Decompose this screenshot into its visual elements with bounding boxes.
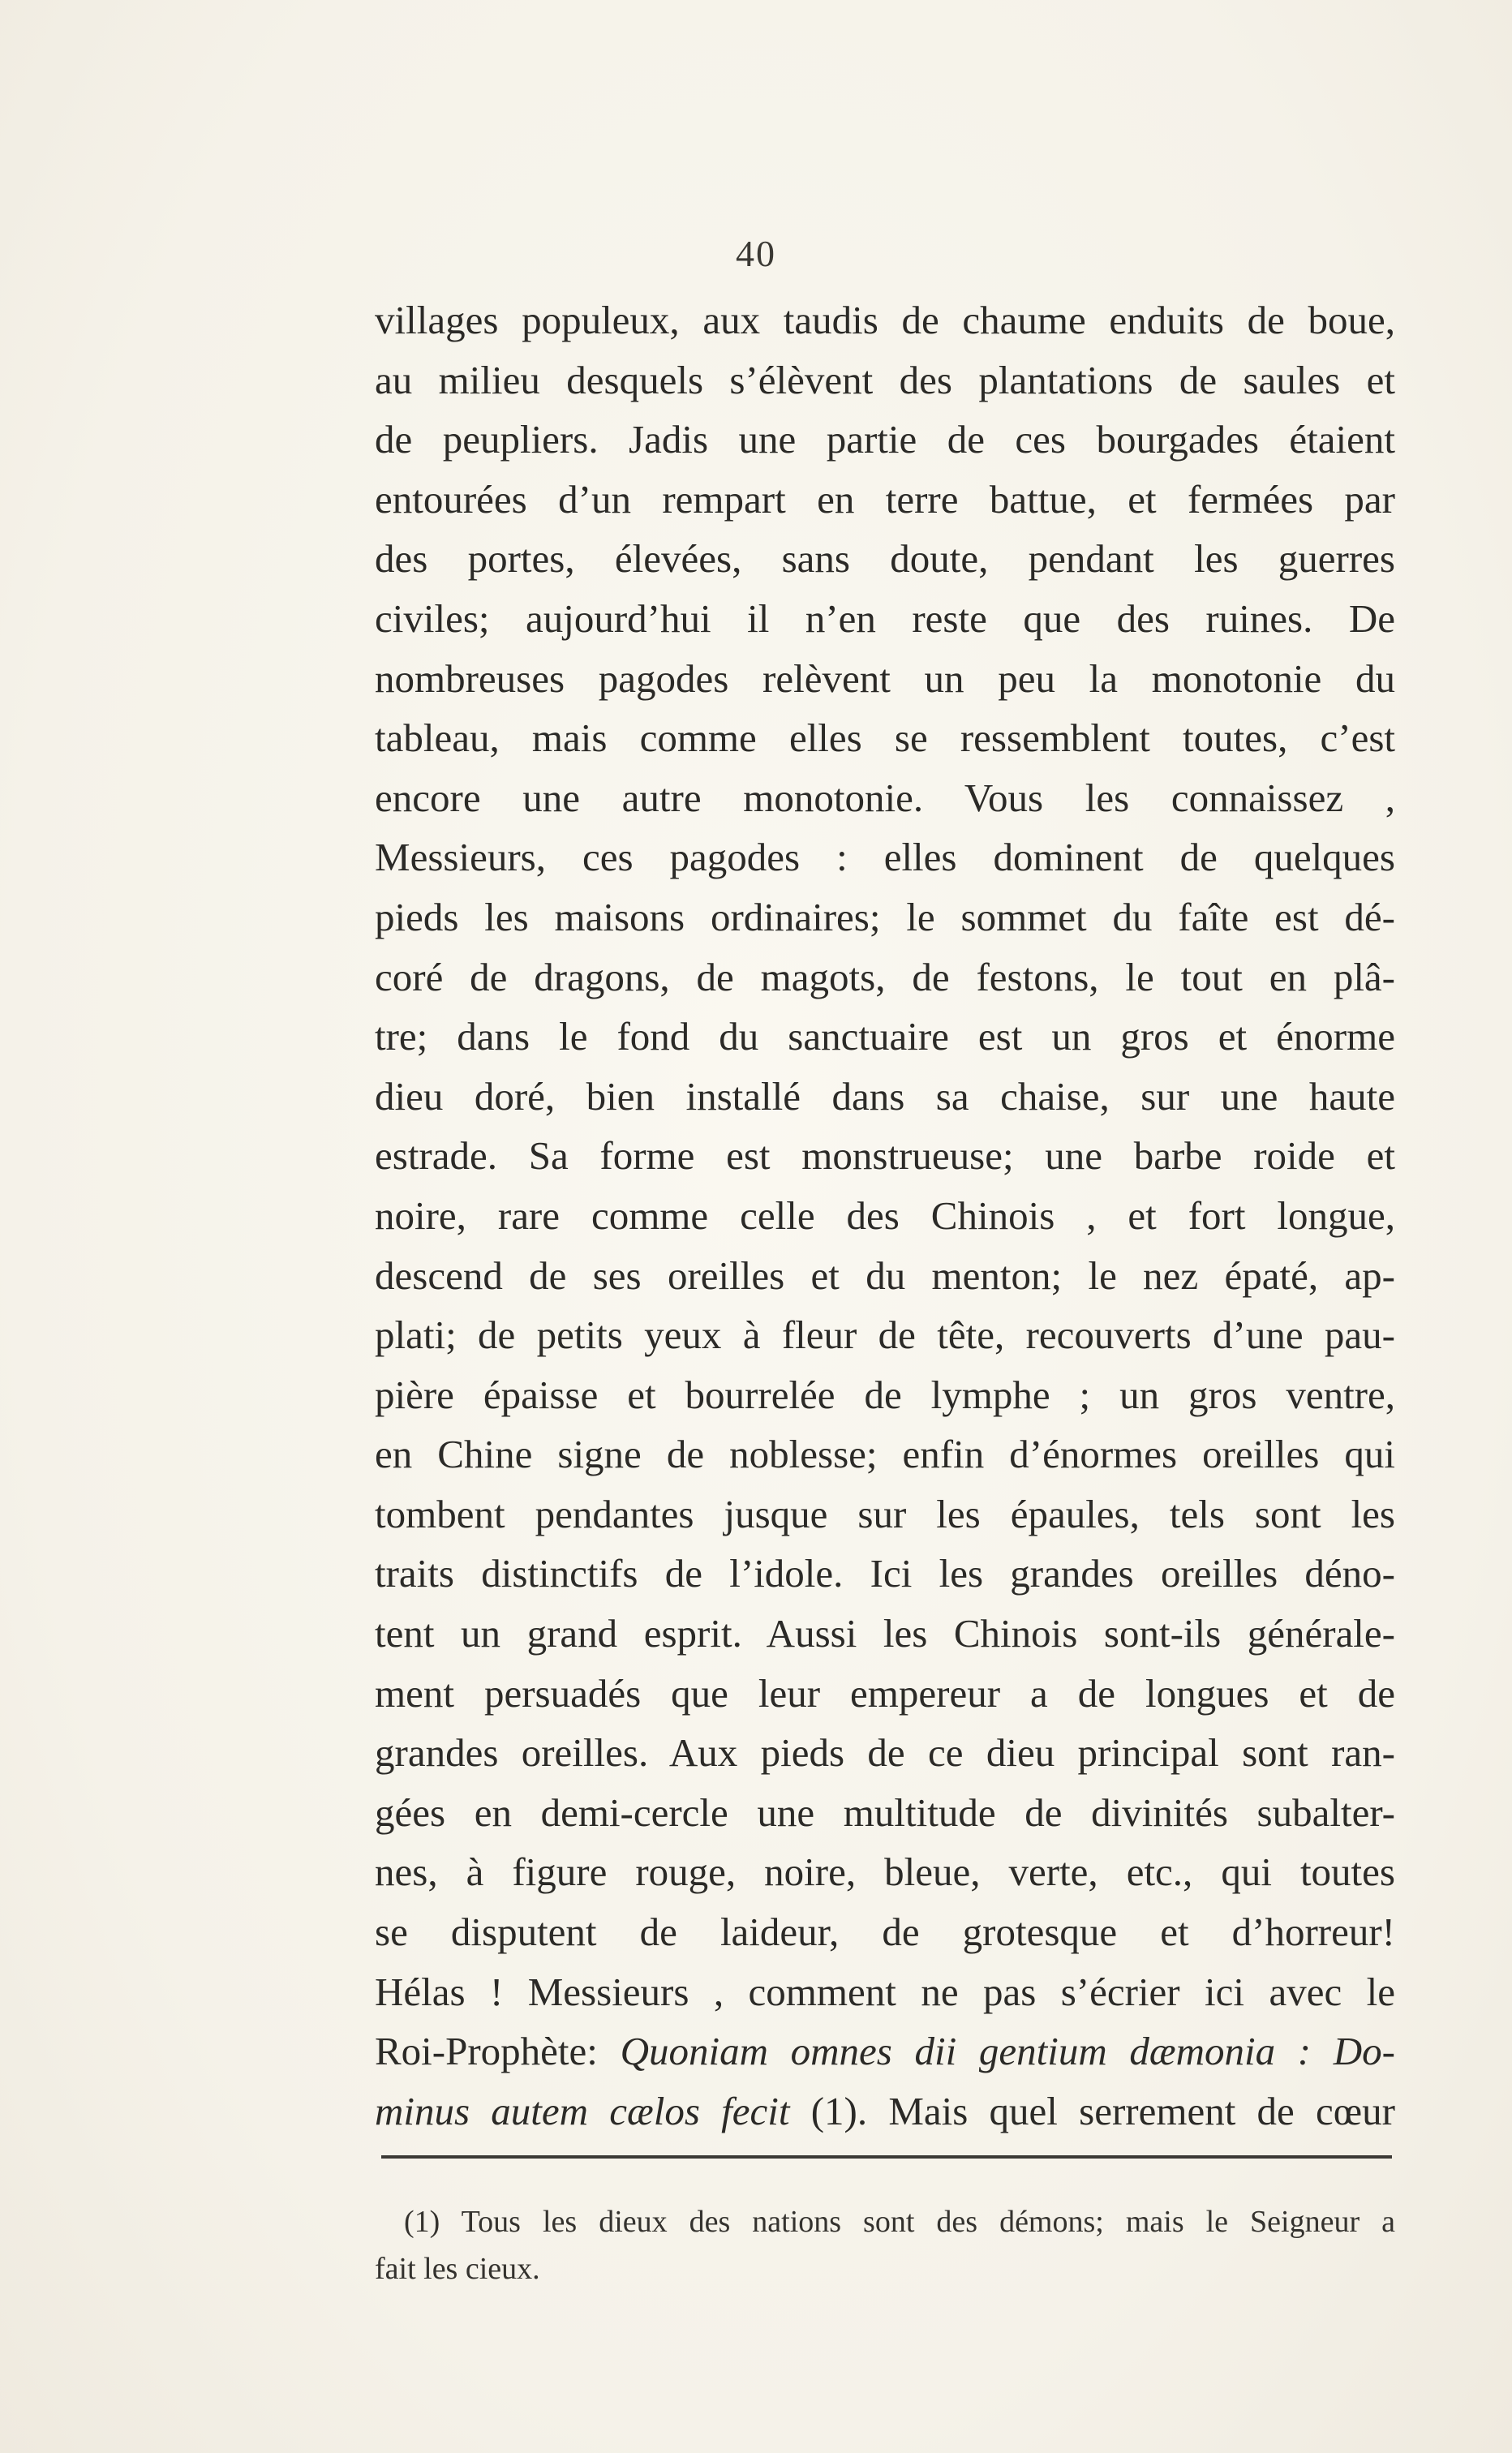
text-line: pière épaisse et bourrelée de lymphe ; un gros ventre, — [375, 1372, 1395, 1417]
text-line: dieu doré, bien installé dans sa chaise, sur une haute — [375, 1073, 1395, 1119]
latin-quotation: minus autem cælos fecit — [375, 2088, 790, 2133]
footnote — [375, 2198, 1395, 2292]
footnote-line: fait les cieux. — [375, 2252, 540, 2286]
text-line: de peupliers. Jadis une partie de ces bourgades étaient — [375, 417, 1395, 462]
text-line: estrade. Sa forme est monstrueuse; une barbe roide et — [375, 1133, 1395, 1179]
text-line: encore une autre monotonie. Vous les connaissez , — [375, 775, 1395, 820]
text-line: au milieu desquels s’élèvent des plantations de saules et — [375, 357, 1395, 402]
text-line: civiles; aujourd’hui il n’en reste que des ruines. De — [375, 595, 1395, 641]
text-line: grandes oreilles. Aux pieds de ce dieu principal sont ran- — [375, 1730, 1395, 1776]
page-number: 40 — [736, 233, 776, 274]
text-line: des portes, élevées, sans doute, pendant les guerres — [375, 536, 1395, 582]
text-segment: Roi-Prophète: — [375, 2029, 621, 2074]
text-line: descend de ses oreilles et du menton; le nez épaté, ap- — [375, 1252, 1395, 1298]
text-line: nombreuses pagodes relèvent un peu la monotonie du — [375, 655, 1395, 701]
text-line: tent un grand esprit. Aussi les Chinois sont-ils générale- — [375, 1611, 1395, 1656]
text-line: se disputent de laideur, de grotesque et d’horreur! — [375, 1910, 1395, 1955]
text-line: ment persuadés que leur empereur a de longues et de — [375, 1670, 1395, 1716]
text-line-quotation — [375, 2021, 1395, 2081]
text-line: noire, rare comme celle des Chinois , et fort longue, — [375, 1192, 1395, 1238]
footnote-divider — [381, 2155, 1392, 2159]
text-line: Hélas ! Messieurs , comment ne pas s’écrier ici avec le — [375, 1969, 1395, 2014]
text-line: traits distinctifs de l’idole. Ici les grandes oreilles déno- — [375, 1551, 1395, 1596]
latin-quotation: Quoniam omnes dii gentium dæmonia : Do- — [620, 2029, 1395, 2074]
text-segment: (1). Mais quel serrement de cœur — [789, 2088, 1395, 2133]
text-line-quotation-end — [375, 2081, 1395, 2142]
text-line: gées en demi-cercle une multitude de divinités subalter- — [375, 1789, 1395, 1835]
text-line: plati; de petits yeux à fleur de tête, recouverts d’une pau- — [375, 1312, 1395, 1358]
body-text — [375, 290, 1395, 2141]
text-line: en Chine signe de noblesse; enfin d’énormes oreilles qui — [375, 1432, 1395, 1477]
text-line: pieds les maisons ordinaires; le sommet du faîte est dé- — [375, 894, 1395, 939]
text-line: entourées d’un rempart en terre battue, et fermées par — [375, 476, 1395, 522]
text-line: coré de dragons, de magots, de festons, le tout en plâ- — [375, 954, 1395, 999]
text-line: villages populeux, aux taudis de chaume enduits de boue, — [375, 298, 1395, 342]
text-line: tableau, mais comme elles se ressemblent toutes, c’est — [375, 715, 1395, 761]
text-line: tombent pendantes jusque sur les épaules, tels sont les — [375, 1491, 1395, 1536]
footnote-line: (1) Tous les dieux des nations sont des démons; mais le Seigneur a — [404, 2205, 1395, 2239]
text-line: nes, à figure rouge, noire, bleue, verte, etc., qui toutes — [375, 1849, 1395, 1895]
text-line: tre; dans le fond du sanctuaire est un gros et énorme — [375, 1014, 1395, 1059]
text-line: Messieurs, ces pagodes : elles dominent de quelques — [375, 835, 1395, 880]
